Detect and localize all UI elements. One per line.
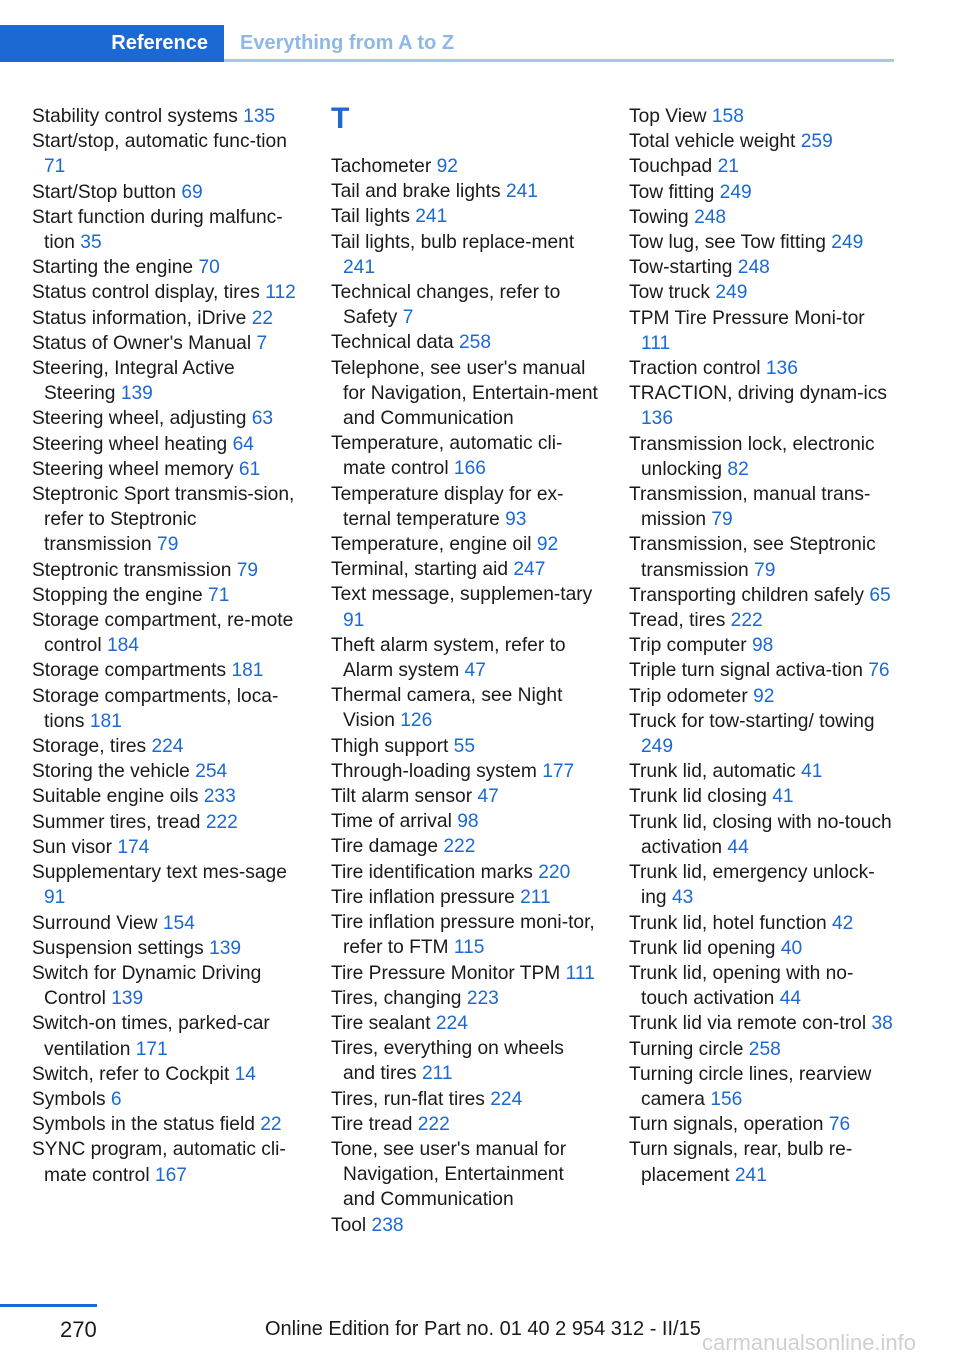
- page-reference-link[interactable]: 184: [106, 635, 139, 657]
- index-entry-text: Thigh support: [331, 735, 449, 757]
- index-entry: [331, 179, 601, 204]
- page-reference-link[interactable]: 177: [542, 760, 575, 782]
- page-reference-link[interactable]: 181: [89, 710, 122, 732]
- index-entry-text: Traction control: [629, 358, 761, 380]
- index-entry: [331, 961, 601, 986]
- index-entry: [331, 356, 601, 432]
- page-reference-link[interactable]: 6: [110, 1088, 122, 1110]
- page-reference-link[interactable]: 21: [717, 156, 739, 178]
- index-entry-text: Steering wheel heating: [32, 433, 228, 455]
- index-entry: [32, 432, 302, 457]
- index-entry-text: Trip computer: [629, 635, 747, 657]
- index-entry: [331, 1011, 601, 1036]
- index-entry: [32, 734, 302, 759]
- page-reference-link[interactable]: 249: [715, 282, 748, 304]
- index-entry: [629, 432, 894, 482]
- page-reference-link[interactable]: 126: [400, 710, 433, 732]
- index-entry-text: Status control display, tires: [32, 282, 260, 304]
- index-entry: [331, 582, 601, 632]
- index-entry: [32, 860, 302, 910]
- page-reference-link[interactable]: 223: [466, 987, 499, 1009]
- page-reference-link[interactable]: 222: [443, 836, 476, 858]
- page-reference-link[interactable]: 222: [730, 610, 763, 632]
- index-entry-text: Trunk lid, hotel function: [629, 912, 827, 934]
- index-entry-text: Time of arrival: [331, 811, 452, 833]
- index-entry: [32, 911, 302, 936]
- page-reference-link[interactable]: 249: [719, 181, 752, 203]
- index-entry: [629, 709, 894, 759]
- index-entry-text: Tire sealant: [331, 1012, 431, 1034]
- page-reference-link[interactable]: 71: [44, 156, 66, 178]
- page-reference-link[interactable]: 79: [236, 559, 259, 581]
- index-entry: [629, 381, 894, 431]
- index-entry: [629, 482, 894, 532]
- index-entry-text: Trunk lid, automatic: [629, 761, 796, 783]
- index-entry: [629, 280, 894, 305]
- index-entry: [331, 1087, 601, 1112]
- index-entry: [32, 1112, 302, 1137]
- index-entry: [629, 154, 894, 179]
- index-entry-text: Start function during malfunc-tion: [32, 206, 283, 254]
- index-entry-text: Top View: [629, 106, 707, 127]
- index-entry: [629, 1011, 894, 1036]
- index-entry: [32, 784, 302, 809]
- page-reference-link[interactable]: 44: [779, 988, 802, 1010]
- page-reference-link[interactable]: 136: [641, 408, 674, 430]
- page-reference-link[interactable]: 38: [871, 1013, 893, 1035]
- index-entry: [32, 205, 302, 255]
- index-entry: [331, 1112, 601, 1137]
- page-reference-link[interactable]: 259: [800, 131, 833, 153]
- index-entry: [331, 557, 601, 582]
- page-reference-link[interactable]: 238: [371, 1214, 404, 1236]
- page-reference-link[interactable]: 224: [151, 736, 184, 758]
- index-entry-text: Towing: [629, 206, 689, 228]
- index-entry-text: Trunk lid, closing with no-touch activation: [629, 811, 892, 858]
- index-entry-text: Stability control systems: [32, 106, 238, 127]
- index-entry: [331, 734, 601, 759]
- index-entry: [629, 583, 894, 608]
- page-reference-link[interactable]: 7: [402, 307, 414, 329]
- index-entry-text: Telephone, see user's manual for Navigation, Entertain-ment and Communication: [331, 357, 598, 430]
- index-entry: [629, 608, 894, 633]
- index-entry: [32, 356, 302, 406]
- index-entry: [331, 860, 601, 885]
- index-entry: [32, 810, 302, 835]
- page-reference-link[interactable]: 92: [753, 685, 775, 707]
- index-entry: [629, 658, 894, 683]
- page-reference-link[interactable]: 258: [748, 1038, 781, 1060]
- index-entry-text: Steering, Integral Active Steering: [32, 358, 235, 405]
- index-entry-text: Tow fitting: [629, 181, 715, 203]
- index-entry-text: Theft alarm system, refer to Alarm system: [331, 634, 566, 682]
- index-entry-text: Truck for tow-starting/ towing: [629, 710, 875, 732]
- index-entry: [629, 255, 894, 280]
- index-entry: [331, 482, 601, 532]
- index-entry-text: Tail lights, bulb replace-ment: [331, 231, 575, 253]
- page-reference-link[interactable]: 47: [477, 786, 499, 808]
- index-entry-text: Storage compartments: [32, 660, 227, 682]
- page-reference-link[interactable]: 139: [209, 937, 242, 959]
- page-reference-link[interactable]: 222: [205, 811, 238, 833]
- page-reference-link[interactable]: 241: [343, 256, 376, 278]
- index-entry: [32, 1062, 302, 1087]
- index-entry: [32, 104, 302, 129]
- index-entry-text: Starting the engine: [32, 257, 194, 279]
- index-entry: [331, 154, 601, 179]
- index-entry: [32, 608, 302, 658]
- page-reference-link[interactable]: 139: [120, 383, 153, 405]
- page-reference-link[interactable]: 254: [195, 761, 228, 783]
- index-entry: [32, 1087, 302, 1112]
- index-entry: [32, 331, 302, 356]
- index-entry-text: Thermal camera, see Night Vision: [331, 685, 563, 732]
- page-reference-link[interactable]: 249: [831, 232, 864, 254]
- index-entry-text: Tire inflation pressure moni-tor, refer to FTM: [331, 912, 595, 959]
- index-entry: [331, 204, 601, 229]
- index-entry-text: Tire Pressure Monitor TPM: [331, 962, 561, 984]
- index-entry-text: Tilt alarm sensor: [331, 786, 473, 808]
- index-entry-text: Steering wheel, adjusting: [32, 408, 247, 430]
- index-entry-text: Temperature, automatic cli-mate control: [331, 433, 563, 480]
- page-reference-link[interactable]: 166: [453, 458, 486, 480]
- watermark: carmanualsonline.info: [702, 1330, 917, 1355]
- index-entry-text: Symbols: [32, 1088, 106, 1110]
- index-entry: [32, 961, 302, 1011]
- index-entry: [629, 1137, 894, 1187]
- index-entry-text: Text message, supplemen-tary: [331, 584, 593, 606]
- page-reference-link[interactable]: 42: [832, 912, 854, 934]
- footer-divider: [0, 1304, 97, 1307]
- index-entry-text: Storage, tires: [32, 736, 147, 758]
- page-reference-link[interactable]: 76: [868, 660, 890, 682]
- index-entry: [32, 936, 302, 961]
- index-entry-text: Tire tread: [331, 1113, 413, 1135]
- index-entry-text: Suspension settings: [32, 937, 204, 959]
- page-reference-link[interactable]: 258: [459, 332, 492, 354]
- index-entry-text: Tow truck: [629, 282, 711, 304]
- breadcrumb[interactable]: Everything from A to Z: [240, 32, 455, 54]
- index-entry: [32, 406, 302, 431]
- index-entry: [331, 910, 601, 960]
- index-entry-text: Sun visor: [32, 836, 112, 858]
- index-entry-text: Suitable engine oils: [32, 786, 199, 808]
- index-entry-text: Tachometer: [331, 156, 432, 177]
- page-reference-link[interactable]: 63: [251, 408, 274, 430]
- page-reference-link[interactable]: 76: [828, 1114, 851, 1136]
- index-entry-text: Symbols in the status field: [32, 1114, 255, 1136]
- index-entry-text: Terminal, starting aid: [331, 559, 509, 581]
- index-entry: [629, 129, 894, 154]
- index-entry: [331, 759, 601, 784]
- index-entry-text: Storing the vehicle: [32, 761, 190, 783]
- index-entry: [331, 834, 601, 859]
- page-reference-link[interactable]: 139: [111, 988, 144, 1010]
- index-entry: [629, 104, 894, 129]
- page-reference-link[interactable]: 22: [251, 307, 274, 329]
- header-divider: [224, 59, 894, 62]
- index-entry: [629, 1112, 894, 1137]
- page-number: 270: [60, 1317, 97, 1342]
- page-reference-link[interactable]: 115: [453, 937, 485, 959]
- index-entry: [331, 885, 601, 910]
- index-entry-text: Tow lug, see Tow fitting: [629, 232, 826, 254]
- index-entry: [32, 1011, 302, 1061]
- index-entry-text: Supplementary text mes-sage: [32, 862, 287, 884]
- index-entry-text: Turning circle: [629, 1038, 744, 1060]
- page-reference-link[interactable]: 181: [231, 660, 264, 682]
- page-reference-link[interactable]: 65: [869, 584, 891, 606]
- index-entry: [331, 1213, 601, 1238]
- index-entry-text: Through-loading system: [331, 760, 537, 782]
- index-column-1: [32, 104, 302, 1188]
- page-reference-link[interactable]: 249: [641, 736, 674, 758]
- page-reference-link[interactable]: 154: [162, 912, 195, 934]
- index-entry: [32, 306, 302, 331]
- index-column-3: [629, 104, 894, 1188]
- page-reference-link[interactable]: 224: [435, 1012, 468, 1034]
- index-entry-text: SYNC program, automatic cli-mate control: [32, 1139, 286, 1186]
- index-entry: [331, 683, 601, 733]
- index-entry-text: Start/stop, automatic func-tion: [32, 131, 287, 153]
- index-entry: [32, 457, 302, 482]
- page-reference-link[interactable]: 98: [752, 635, 774, 657]
- index-entry: [629, 306, 894, 356]
- index-entry-text: Trunk lid, opening with no-touch activation: [629, 962, 854, 1010]
- index-entry-text: Tire identification marks: [331, 861, 533, 883]
- index-entry-text: Transmission lock, electronic unlocking: [629, 433, 875, 480]
- page-reference-link[interactable]: 71: [208, 584, 230, 606]
- page-reference-link[interactable]: 112: [265, 282, 296, 304]
- index-entry-text: Tail and brake lights: [331, 181, 501, 203]
- index-entry-text: Tread, tires: [629, 610, 726, 632]
- index-entry-text: Touchpad: [629, 156, 713, 178]
- page-reference-link[interactable]: 171: [135, 1038, 168, 1060]
- page-reference-link[interactable]: 224: [490, 1088, 523, 1110]
- index-entry: [629, 759, 894, 784]
- page-reference-link[interactable]: 44: [727, 836, 749, 858]
- index-entry-text: Switch for Dynamic Driving Control: [32, 962, 262, 1010]
- index-entry: [629, 230, 894, 255]
- page-reference-link[interactable]: 247: [513, 559, 546, 581]
- index-entry: [32, 658, 302, 683]
- page-reference-link[interactable]: 241: [505, 181, 538, 203]
- index-entry-text: Tires, changing: [331, 987, 462, 1009]
- index-entry: [32, 280, 302, 305]
- index-entry-text: Trunk lid, emergency unlock-ing: [629, 862, 875, 909]
- index-entry-text: Tires, run-flat tires: [331, 1088, 485, 1110]
- index-entry: [331, 532, 601, 557]
- index-entry: [331, 431, 601, 481]
- index-entry: [629, 1037, 894, 1062]
- page-reference-link[interactable]: 43: [671, 887, 694, 909]
- index-entry: [32, 1137, 302, 1187]
- index-entry-text: Steptronic Sport transmis-sion, refer to Steptronic transmission: [32, 484, 295, 556]
- index-entry-text: Surround View: [32, 912, 158, 934]
- tab-reference[interactable]: Reference: [0, 25, 224, 62]
- index-entry: [331, 1036, 601, 1086]
- page-reference-link[interactable]: 35: [80, 232, 102, 254]
- page-reference-link[interactable]: 47: [464, 660, 486, 682]
- page-reference-link[interactable]: 158: [711, 106, 744, 127]
- index-entry: [32, 684, 302, 734]
- index-entry: [32, 180, 302, 205]
- index-entry: [331, 784, 601, 809]
- index-entry: [629, 911, 894, 936]
- page-reference-link[interactable]: 211: [421, 1063, 453, 1085]
- index-entry-text: Steering wheel memory: [32, 458, 234, 480]
- index-column-2: [331, 104, 601, 1238]
- index-entry: [331, 280, 601, 330]
- page-reference-link[interactable]: 55: [453, 735, 476, 757]
- page-reference-link[interactable]: 40: [780, 937, 803, 959]
- index-entry-text: TRACTION, driving dynam-ics: [629, 383, 888, 405]
- page-reference-link[interactable]: 92: [536, 534, 559, 556]
- page-reference-link[interactable]: 156: [710, 1088, 743, 1110]
- page-reference-link[interactable]: 41: [801, 761, 823, 783]
- page-reference-link[interactable]: 135: [243, 106, 276, 127]
- page-reference-link[interactable]: 174: [117, 836, 150, 858]
- index-entry: [331, 230, 601, 280]
- index-entry-text: Transmission, manual trans-mission: [629, 484, 871, 531]
- page-reference-link[interactable]: 79: [754, 559, 776, 581]
- page-reference-link[interactable]: 79: [711, 509, 733, 531]
- index-entry: [32, 129, 302, 179]
- index-entry-text: Technical data: [331, 332, 454, 354]
- index-entry-text: Triple turn signal activa-tion: [629, 660, 863, 682]
- index-entry: [32, 759, 302, 784]
- index-entry: [331, 809, 601, 834]
- index-entry: [32, 583, 302, 608]
- index-entry-text: Trip odometer: [629, 685, 748, 707]
- page-reference-link[interactable]: 91: [44, 887, 66, 909]
- index-entry-text: Tone, see user's manual for Navigation, Entertainment and Communication: [331, 1138, 567, 1211]
- page-reference-link[interactable]: 82: [727, 458, 749, 480]
- index-entry-text: Transmission, see Steptronic transmission: [629, 534, 876, 581]
- page-reference-link[interactable]: 241: [415, 206, 448, 228]
- page-reference-link[interactable]: 98: [457, 811, 479, 833]
- index-entry: [629, 684, 894, 709]
- page-reference-link[interactable]: 111: [641, 332, 671, 354]
- page-reference-link[interactable]: 93: [505, 508, 527, 530]
- index-entry-text: TPM Tire Pressure Moni-tor: [629, 307, 865, 329]
- index-entry-text: Total vehicle weight: [629, 131, 796, 153]
- index-entry-text: Storage compartment, re-mote control: [32, 610, 294, 657]
- index-entry-text: Storage compartments, loca-tions: [32, 685, 279, 732]
- index-entry: [32, 558, 302, 583]
- page-reference-link[interactable]: 92: [436, 156, 458, 177]
- index-entry-text: Steptronic transmission: [32, 559, 232, 581]
- page-reference-link[interactable]: 7: [256, 332, 268, 354]
- index-entry-text: Tow-starting: [629, 257, 733, 279]
- page-reference-link[interactable]: 70: [198, 257, 220, 279]
- page-reference-link[interactable]: 14: [234, 1063, 256, 1085]
- index-entry-text: Tool: [331, 1214, 367, 1236]
- index-entry-text: Switch, refer to Cockpit: [32, 1063, 230, 1085]
- index-entry-text: Turn signals, operation: [629, 1114, 824, 1136]
- header-bar: [0, 0, 960, 62]
- index-entry: [629, 180, 894, 205]
- index-entry: [32, 255, 302, 280]
- page-reference-link[interactable]: 136: [765, 358, 798, 380]
- page-reference-link[interactable]: 22: [260, 1114, 282, 1136]
- index-entry-text: Turning circle lines, rearview camera: [629, 1063, 872, 1110]
- page-reference-link[interactable]: 41: [772, 786, 794, 808]
- index-entry: [629, 1062, 894, 1112]
- index-entry-text: Tire damage: [331, 836, 439, 858]
- index-entry-text: Stopping the engine: [32, 584, 203, 606]
- index-entry-text: Transporting children safely: [629, 584, 864, 606]
- index-entry-text: Summer tires, tread: [32, 811, 201, 833]
- index-entry: [629, 936, 894, 961]
- index-entry: [629, 633, 894, 658]
- index-entry-text: Switch-on times, parked-car ventilation: [32, 1013, 270, 1060]
- page-reference-link[interactable]: 241: [734, 1164, 767, 1186]
- page-reference-link[interactable]: 248: [737, 257, 770, 279]
- index-entry: [629, 532, 894, 582]
- index-entry: [331, 1137, 601, 1213]
- page-reference-link[interactable]: 79: [157, 534, 179, 556]
- index-entry-text: Tires, everything on wheels and tires: [331, 1038, 564, 1085]
- index-entry-text: Start/Stop button: [32, 181, 176, 203]
- index-entry-text: Technical changes, refer to Safety: [331, 282, 561, 329]
- index-entry: [629, 205, 894, 230]
- index-entry: [629, 860, 894, 910]
- index-entry-text: Status of Owner's Manual: [32, 332, 252, 354]
- index-entry-text: Trunk lid closing: [629, 786, 767, 808]
- index-entry: [629, 356, 894, 381]
- page-reference-link[interactable]: 91: [343, 609, 365, 631]
- page-reference-link[interactable]: 248: [694, 206, 727, 228]
- index-entry-text: Status information, iDrive: [32, 307, 247, 329]
- index-entry: [32, 482, 302, 558]
- index-entry: [331, 986, 601, 1011]
- index-entry: [331, 633, 601, 683]
- index-entry-text: Trunk lid opening: [629, 937, 776, 959]
- page-reference-link[interactable]: 233: [203, 786, 236, 808]
- index-entry: [629, 810, 894, 860]
- page-reference-link[interactable]: 61: [238, 458, 261, 480]
- page-reference-link[interactable]: 222: [417, 1113, 450, 1135]
- index-entry: [32, 835, 302, 860]
- index-entry: [629, 784, 894, 809]
- page-reference-link[interactable]: 64: [232, 433, 254, 455]
- index-entry-text: Tail lights: [331, 206, 410, 228]
- page-reference-link[interactable]: 167: [154, 1164, 187, 1186]
- index-entry: [331, 330, 601, 355]
- index-entry: [629, 961, 894, 1011]
- edition-note: Online Edition for Part no. 01 40 2 954 312 - II/15: [265, 1318, 701, 1340]
- index-entry-text: Temperature, engine oil: [331, 534, 532, 556]
- page-reference-link[interactable]: 69: [181, 181, 203, 203]
- page-reference-link[interactable]: 211: [520, 886, 551, 908]
- index-letter-heading: T: [331, 102, 350, 135]
- index-entry-text: Turn signals, rear, bulb re-placement: [629, 1139, 853, 1186]
- page-reference-link[interactable]: 220: [538, 861, 571, 883]
- index-entry-text: Tire inflation pressure: [331, 886, 515, 908]
- index-entry-text: Trunk lid via remote con-trol: [629, 1013, 867, 1035]
- index-entry-text: Temperature display for ex-ternal temperature: [331, 483, 564, 530]
- page-reference-link[interactable]: 111: [565, 962, 595, 984]
